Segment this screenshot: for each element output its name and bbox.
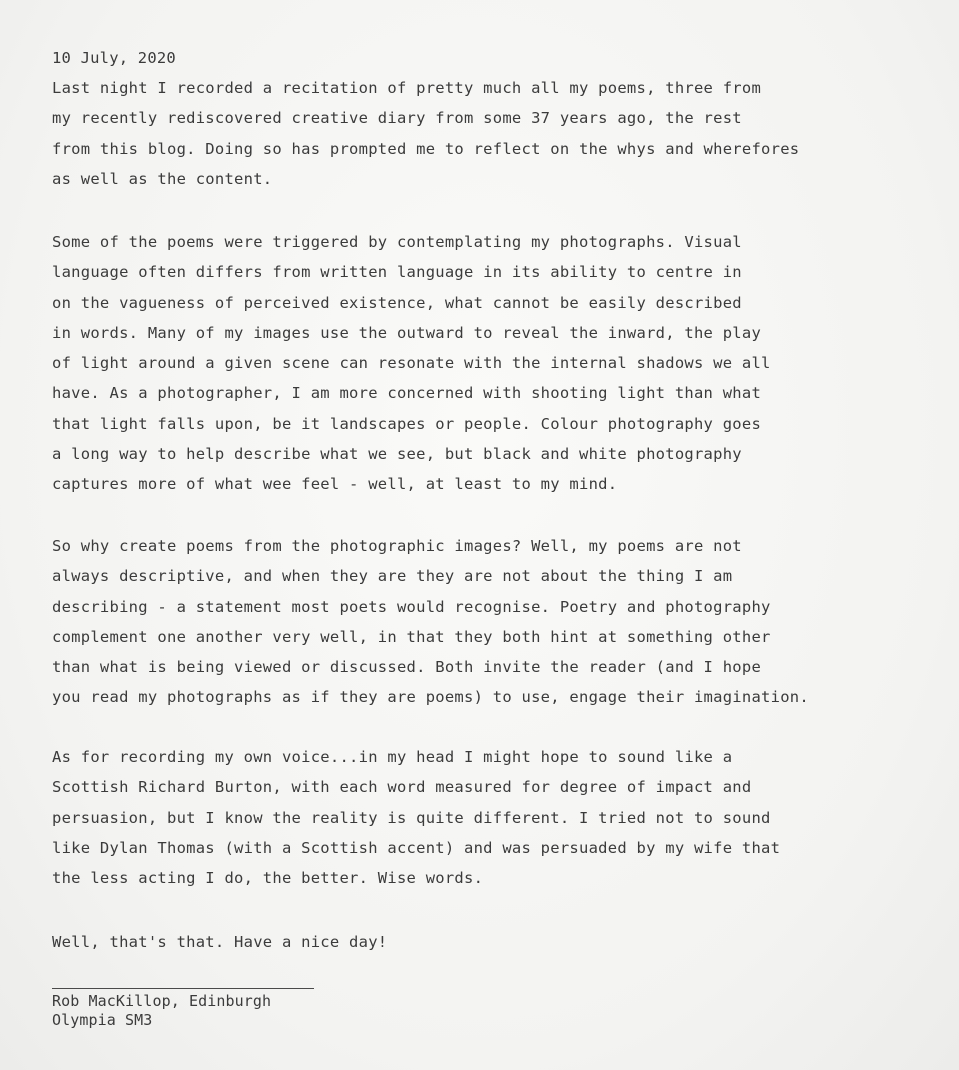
signature-typewriter: Olympia SM3 xyxy=(52,1011,153,1029)
paragraph-1 xyxy=(52,73,799,194)
paragraph-3 xyxy=(52,531,809,713)
signature-name: Rob MacKillop, Edinburgh xyxy=(52,992,272,1010)
text-line: have. As a photographer, I am more concerned with shooting light than what xyxy=(52,384,762,403)
text-line: As for recording my own voice...in my head I might hope to sound like a xyxy=(52,748,733,766)
text-line: that light falls upon, be it landscapes or people. Colour photography goes xyxy=(52,414,762,433)
text-line: than what is being viewed or discussed. Both invite the reader (and I hope xyxy=(52,658,762,677)
text-line: language often differs from written language in its ability to centre in xyxy=(52,263,742,282)
text-line: Scottish Richard Burton, with each word measured for degree of impact and xyxy=(52,778,752,797)
text-line: from this blog. Doing so has prompted me to reflect on the whys and wherefores xyxy=(52,139,800,158)
text-line: of light around a given scene can resonate with the internal shadows we all xyxy=(52,354,771,373)
signature-block xyxy=(52,992,271,1030)
text-line: in words. Many of my images use the outward to reveal the inward, the play xyxy=(52,323,762,342)
text-line: Some of the poems were triggered by contemplating my photographs. Visual xyxy=(52,233,742,251)
text-line: So why create poems from the photographic images? Well, my poems are not xyxy=(52,537,742,555)
text-line: the less acting I do, the better. Wise words. xyxy=(52,869,484,888)
text-line: you read my photographs as if they are poems) to use, engage their imagination. xyxy=(52,688,809,707)
text-line: Last night I recorded a recitation of pretty much all my poems, three from xyxy=(52,79,762,97)
text-line: like Dylan Thomas (with a Scottish accent) and was persuaded by my wife that xyxy=(52,838,781,857)
text-line: a long way to help describe what we see, but black and white photography xyxy=(52,445,742,464)
text-line: captures more of what wee feel - well, at least to my mind. xyxy=(52,475,618,494)
paragraph-2 xyxy=(52,227,771,500)
paragraph-4 xyxy=(52,742,780,893)
text-line: always descriptive, and when they are they are not about the thing I am xyxy=(52,567,733,586)
text-line: as well as the content. xyxy=(52,169,273,188)
closing-line: Well, that's that. Have a nice day! xyxy=(52,933,388,951)
text-line: on the vagueness of perceived existence, what cannot be easily described xyxy=(52,293,742,312)
text-line: my recently rediscovered creative diary from some 37 years ago, the rest xyxy=(52,109,742,128)
text-line: persuasion, but I know the reality is quite different. I tried not to sound xyxy=(52,808,771,827)
text-line: describing - a statement most poets would recognise. Poetry and photography xyxy=(52,597,771,616)
entry-date: 10 July, 2020 xyxy=(52,49,176,67)
text-line: complement one another very well, in that they both hint at something other xyxy=(52,627,771,646)
signature-rule xyxy=(52,988,314,989)
